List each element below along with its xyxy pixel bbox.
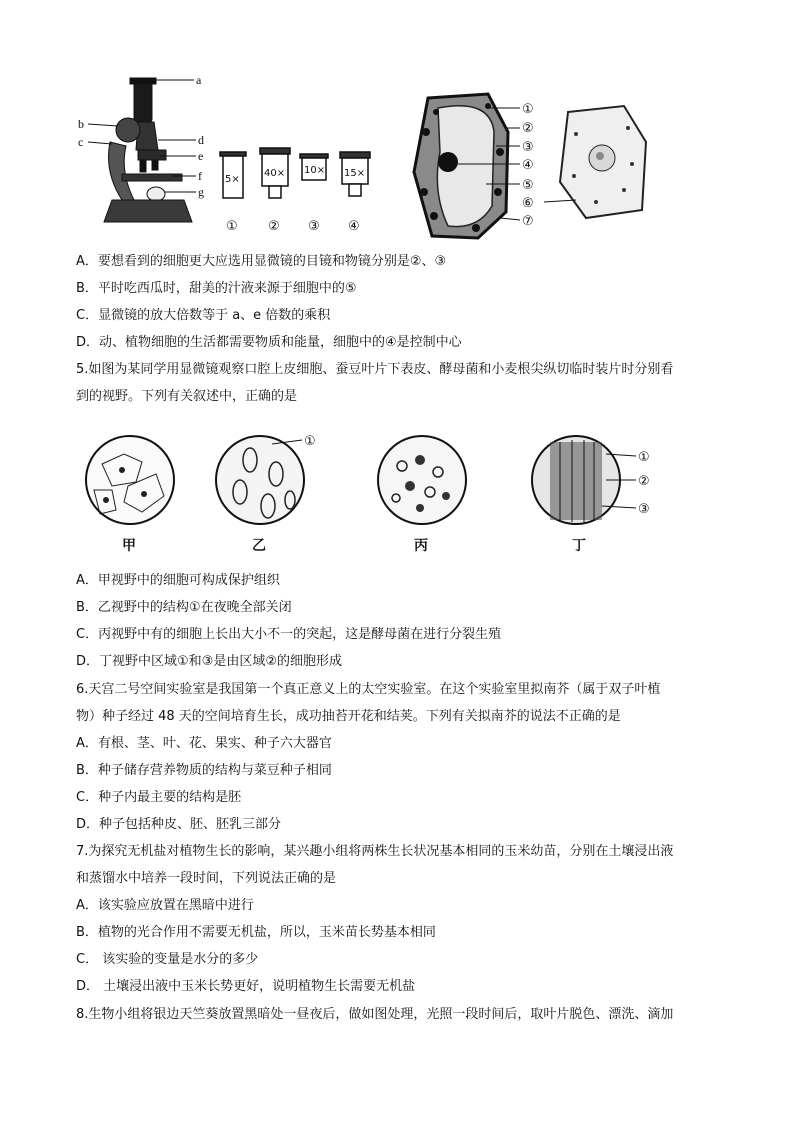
field-ding-mark-2: ② (638, 474, 650, 489)
cell-number-5: ⑤ (522, 178, 534, 193)
lens-number-1: ① (226, 219, 238, 234)
field-yi (216, 436, 304, 524)
q5-stem-line1: 5.如图为某同学用显微镜观察口腔上皮细胞、蚕豆叶片下表皮、酵母菌和小麦根尖纵切临时装片时分别看 (76, 362, 674, 377)
q6-stem-line1: 6.天宫二号空间实验室是我国第一个真正意义上的太空实验室。在这个实验室里拟南芥（属于双子叶植 (76, 682, 661, 697)
lens-number-3: ③ (308, 219, 320, 234)
q5-option-d: D．丁视野中区域①和③是由区域②的细胞形成 (76, 654, 342, 669)
q4-option-c: C．显微镜的放大倍数等于 a、e 倍数的乘积 (76, 308, 331, 323)
field-ding-mark-3: ③ (638, 502, 650, 517)
lens-power-3: 10× (304, 165, 326, 176)
q4-option-a: A．要想看到的细胞更大应选用显微镜的目镜和物镜分别是②、③ (76, 254, 447, 269)
q5-option-b: B．乙视野中的结构①在夜晚全部关闭 (76, 600, 292, 615)
q5-stem-line2: 到的视野。下列有关叙述中，正确的是 (76, 389, 298, 404)
lens-power-1: 5× (225, 174, 240, 185)
scope-label-b: b (78, 117, 84, 131)
lens-number-4: ④ (348, 219, 360, 234)
scope-label-a: a (196, 73, 202, 87)
q7-option-b: B．植物的光合作用不需要无机盐，所以，玉米苗长势基本相同 (76, 925, 436, 940)
field-label-yi: 乙 (252, 538, 266, 554)
field-jia (86, 436, 174, 524)
scope-label-e: e (198, 149, 204, 163)
figure-fields-svg (76, 430, 686, 560)
scope-label-c: c (78, 135, 84, 149)
cell-number-1: ① (522, 102, 534, 117)
lens-power-2: 40× (264, 168, 286, 179)
q7-stem-line1: 7.为探究无机盐对植物生长的影响，某兴趣小组将两株生长状况基本相同的玉米幼苗，分别在土壤浸出液 (76, 844, 674, 859)
figure-microscope-svg (76, 72, 736, 244)
q4-option-b: B．平时吃西瓜时，甜美的汁液来源于细胞中的⑤ (76, 281, 357, 296)
q6-option-a: A．有根、茎、叶、花、果实、种子六大器官 (76, 736, 332, 751)
scope-label-g: g (198, 185, 204, 199)
q6-option-d: D．种子包括种皮、胚、胚乳三部分 (76, 817, 282, 832)
q6-option-b: B．种子储存营养物质的结构与菜豆种子相同 (76, 763, 332, 778)
microscope-drawing (88, 78, 196, 222)
field-yi-mark-1: ① (304, 434, 316, 449)
cell-number-6: ⑥ (522, 196, 534, 211)
q7-stem-line2: 和蒸馏水中培养一段时间，下列说法正确的是 (76, 871, 337, 886)
field-label-jia: 甲 (122, 538, 136, 554)
lens-number-2: ② (268, 219, 280, 234)
field-label-bing: 丙 (414, 538, 428, 554)
field-bing (378, 436, 466, 524)
q5-option-c: C．丙视野中有的细胞上长出大小不一的突起，这是酵母菌在进行分裂生殖 (76, 627, 502, 642)
q6-option-c: C．种子内最主要的结构是胚 (76, 790, 242, 805)
field-ding (532, 436, 636, 524)
cell-number-2: ② (522, 121, 534, 136)
q7-option-c: C． 该实验的变量是水分的多少 (76, 952, 259, 967)
cell-number-7: ⑦ (522, 214, 534, 229)
q7-option-d: D． 土壤浸出液中玉米长势更好，说明植物生长需要无机盐 (76, 979, 416, 994)
figure-microscope-fields (76, 430, 686, 560)
field-label-ding: 丁 (572, 538, 586, 554)
q4-option-d: D．动、植物细胞的生活都需要物质和能量，细胞中的④是控制中心 (76, 335, 462, 350)
q5-option-a: A．甲视野中的细胞可构成保护组织 (76, 573, 280, 588)
cell-number-4: ④ (522, 158, 534, 173)
scope-label-f: f (198, 169, 202, 183)
q7-option-a: A．该实验应放置在黑暗中进行 (76, 898, 254, 913)
lens-power-4: 15× (344, 168, 366, 179)
q8-stem-line1: 8.生物小组将银边天竺葵放置黑暗处一昼夜后，做如图处理，光照一段时间后，取叶片脱色、漂洗、滴加 (76, 1007, 674, 1022)
q6-stem-line2: 物）种子经过 48 天的空间培育生长，成功抽苔开花和结荚。下列有关拟南芥的说法不正确的是 (76, 709, 621, 724)
animal-cell-drawing (560, 106, 646, 218)
field-ding-mark-1: ① (638, 450, 650, 465)
scope-label-d: d (198, 133, 204, 147)
figure-microscope-and-cells (76, 72, 736, 244)
plant-cell-drawing (414, 94, 508, 238)
cell-number-3: ③ (522, 140, 534, 155)
